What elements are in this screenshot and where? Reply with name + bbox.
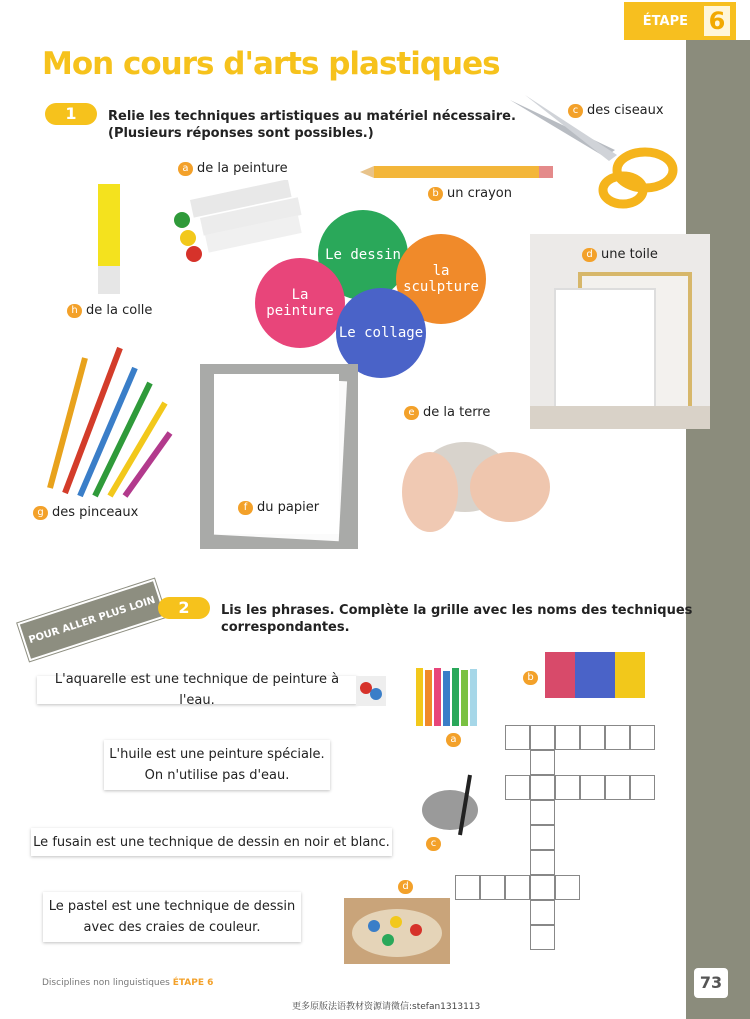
material-a-label: a de la peinture: [178, 161, 288, 176]
further-banner: POUR ALLER PLUS LOIN: [17, 579, 166, 662]
material-h-label: h de la colle: [67, 303, 152, 318]
exercise1-instruction-line2: (Plusieurs réponses sont possibles.): [108, 126, 374, 141]
sentence-card-1: L'aquarelle est une technique de peinture à l'eau.: [37, 676, 357, 704]
grid-cell[interactable]: [505, 775, 530, 800]
grid-cell[interactable]: [530, 725, 555, 750]
letter-c: c: [568, 104, 583, 118]
exercise2-number: 2: [158, 597, 210, 619]
letter-h: h: [67, 304, 82, 318]
watercolor-thumb-image: [356, 676, 386, 706]
grid-cell[interactable]: [530, 900, 555, 925]
material-d-label: d une toile: [582, 247, 658, 262]
grid-cell[interactable]: [580, 725, 605, 750]
paper-image: [200, 364, 358, 549]
technique-collage[interactable]: Le collage: [336, 288, 426, 378]
page-title: Mon cours d'arts plastiques: [42, 46, 500, 82]
letter-e: e: [404, 406, 419, 420]
watermark-text: 更多原版法语教材资源请微信:stefan1313113: [292, 1002, 481, 1012]
grid-cell[interactable]: [455, 875, 480, 900]
grid-label-c: c: [426, 836, 445, 851]
grid-cell[interactable]: [580, 775, 605, 800]
clay-image: [390, 422, 560, 534]
grid-cell[interactable]: [505, 875, 530, 900]
brushes-image: [40, 338, 175, 498]
grid-cell[interactable]: [555, 725, 580, 750]
letter-d: d: [582, 248, 597, 262]
grid-label-b: b: [523, 670, 542, 685]
technique-sculpture[interactable]: la sculpture: [396, 234, 486, 324]
grid-cell[interactable]: [630, 725, 655, 750]
material-c-label: c des ciseaux: [568, 103, 664, 118]
material-f-label: f du papier: [238, 500, 319, 515]
grid-cell[interactable]: [530, 775, 555, 800]
exercise2-instruction-line2: correspondantes.: [221, 620, 350, 635]
exercise2-instruction: [221, 602, 692, 636]
grid-cell[interactable]: [555, 875, 580, 900]
technique-peinture[interactable]: La peinture: [255, 258, 345, 348]
grid-cell[interactable]: [630, 775, 655, 800]
glue-stick-image: [95, 184, 125, 299]
footer: Disciplines non linguistiques ÉTAPE 6: [42, 978, 214, 988]
grid-cell[interactable]: [530, 875, 555, 900]
grid-cell[interactable]: [530, 850, 555, 875]
letter-g: g: [33, 506, 48, 520]
grid-cell[interactable]: [530, 925, 555, 950]
sentence-card-2: L'huile est une peinture spéciale. On n'utilise pas d'eau.: [104, 740, 330, 790]
exercise1-number: 1: [45, 103, 97, 125]
exercise1-instruction-line1: Relie les techniques artistiques au matériel nécessaire.: [108, 109, 516, 124]
letter-b: b: [428, 187, 443, 201]
material-b-label: b un crayon: [428, 186, 512, 201]
sentence-card-4: Le pastel est une technique de dessin avec des craies de couleur.: [43, 892, 301, 942]
canvas-image: [530, 234, 710, 429]
grid-cell[interactable]: [530, 750, 555, 775]
oil-palette-image: [344, 898, 450, 964]
letter-f: f: [238, 501, 253, 515]
grid-label-a: a: [446, 732, 465, 747]
exercise2-instruction-line1: Lis les phrases. Complète la grille avec les noms des techniques: [221, 603, 693, 618]
technique-dessin[interactable]: Le dessin: [318, 210, 408, 300]
watercolor-image: [545, 652, 645, 698]
material-e-label: e de la terre: [404, 405, 490, 420]
grid-cell[interactable]: [530, 825, 555, 850]
grid-cell[interactable]: [555, 775, 580, 800]
material-g-label: g des pinceaux: [33, 505, 138, 520]
stage-label: ÉTAPE: [642, 14, 688, 29]
paint-tubes-image: [150, 180, 310, 265]
grid-cell[interactable]: [480, 875, 505, 900]
page-number: 73: [694, 968, 728, 998]
grid-cell[interactable]: [505, 725, 530, 750]
stage-number: 6: [704, 6, 730, 36]
grid-cell[interactable]: [530, 800, 555, 825]
grid-cell[interactable]: [605, 725, 630, 750]
pastels-image: [414, 668, 486, 728]
right-sidebar: [686, 40, 750, 1019]
charcoal-image: [420, 770, 490, 840]
letter-a: a: [178, 162, 193, 176]
grid-label-d: d: [398, 879, 417, 894]
sentence-card-3: Le fusain est une technique de dessin en noir et blanc.: [31, 828, 392, 856]
exercise1-instruction: [108, 108, 516, 142]
grid-cell[interactable]: [605, 775, 630, 800]
